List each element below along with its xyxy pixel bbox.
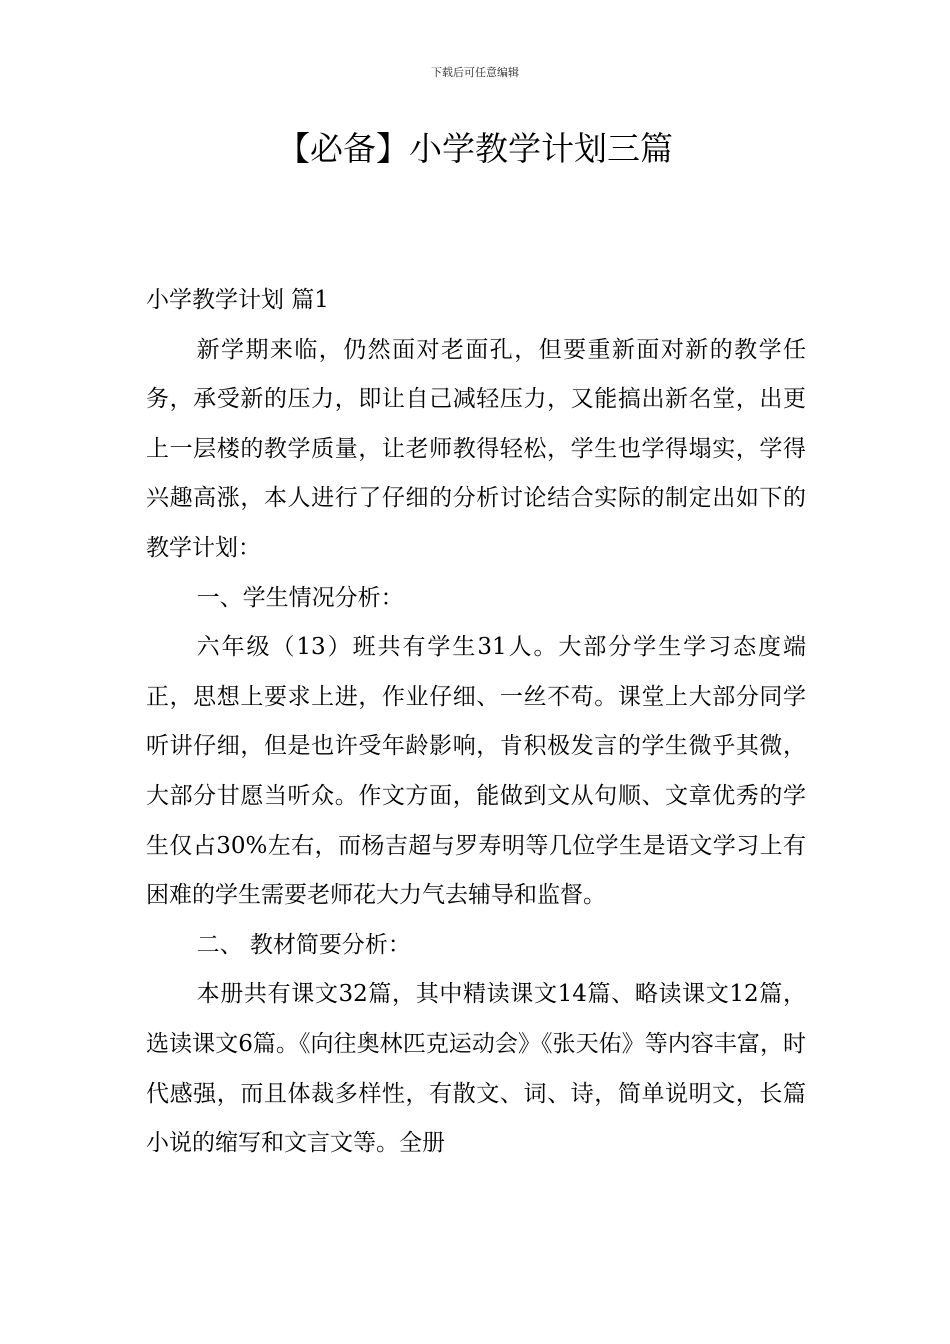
header-note: 下载后可任意编辑 [431, 66, 519, 79]
paragraph-intro: 新学期来临，仍然面对老面孔，但要重新面对新的教学任务，承受新的压力，即让自己减轻压力，又能搞出新名堂，出更上一层楼的教学质量，让老师教得轻松，学生也学得塌实，学得兴趣高涨，本人进行了仔细的分析讨论结合实际的制定出如下的教学计划： [146, 336, 806, 561]
subheading-textbook-analysis: 二、 教材简要分析： [196, 931, 411, 958]
subheading-student-analysis: 一、学生情况分析： [196, 584, 404, 611]
paragraph-textbook-analysis: 本册共有课文32篇，其中精读课文14篇、略读课文12篇，选读课文6篇。《向往奥林匹克运动会》《张天佑》等内容丰富，时代感强，而且体裁多样性，有散文、词、诗，简单说明文，长篇小说的缩写和文言文等。全册 [146, 981, 806, 1157]
document-body [146, 276, 806, 1169]
paragraph-student-analysis: 六年级（13）班共有学生31人。大部分学生学习态度端正，思想上要求上进，作业仔细、一丝不苟。课堂上大部分同学听讲仔细，但是也许受年龄影响，肯积极发言的学生微乎其微，大部分甘愿当听众。作文方面，能做到文从句顺、文章优秀的学生仅占30%左右，而杨吉超与罗寿明等几位学生是语文学习上有困难的学生需要老师花大力气去辅导和监督。 [146, 634, 806, 909]
section-heading: 小学教学计划 篇1 [146, 287, 329, 313]
document-title: 【必备】小学教学计划三篇 [277, 129, 673, 168]
